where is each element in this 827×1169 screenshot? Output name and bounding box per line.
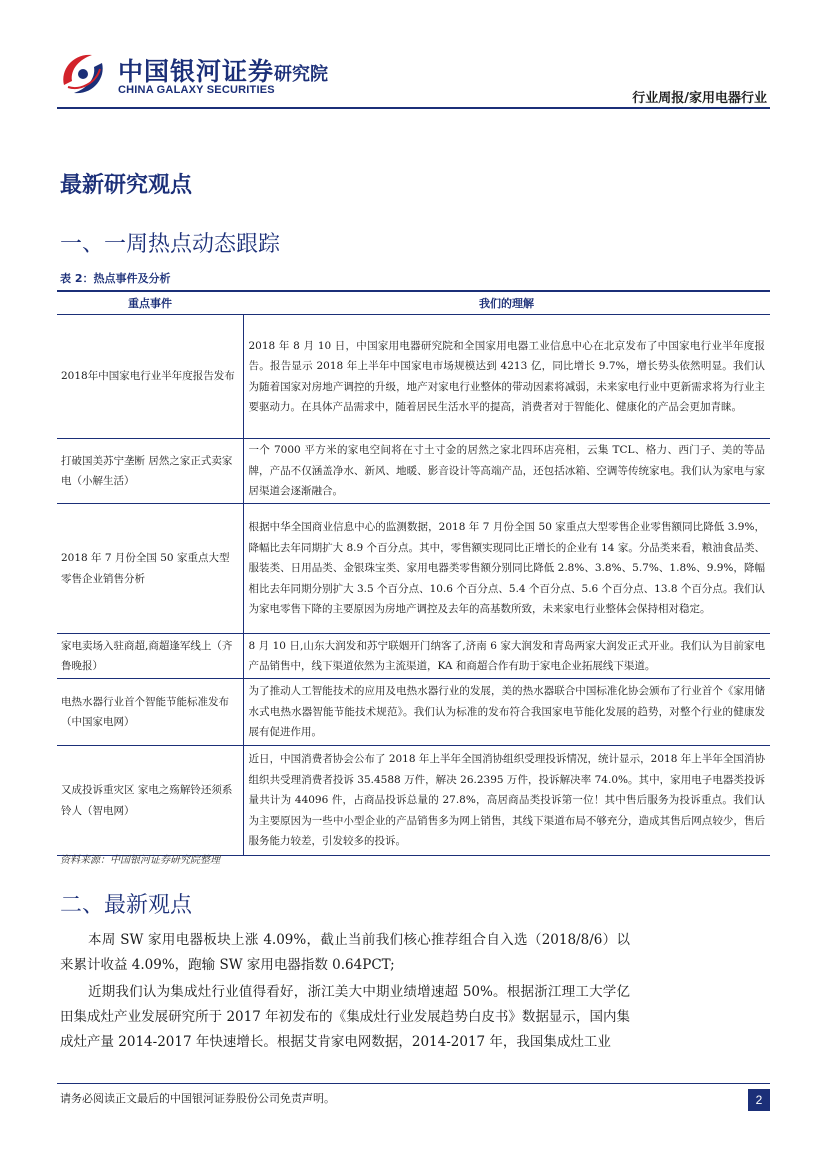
table-row bbox=[57, 634, 770, 679]
body-paragraph-1: 本周 SW 家用电器板块上涨 4.09%，截止当前我们核心推荐组合自入选（2018/8/6）以来累计收益 4.09%，跑输 SW 家用电器指数 0.64PCT; bbox=[60, 932, 630, 973]
heading-latest-views: 最新研究观点 bbox=[60, 173, 193, 198]
analysis-cell: 根据中华全国商业信息中心的监测数据，2018 年 7 月份全国 50 家重点大型零售企业零售额同比降低 3.9%，降幅比去年同期扩大 8.9 个百分点。其中，零售额实现同比正增长的企业有 14 家。分品类来看，粮油食品类、服装类、日用品类、金银珠宝类、家用电器类零售额分别同比降低 2.8%、3.8%、5.7%、1.8%、9.9%，降幅相比去年同期分别扩大 3.5 个百分点、10.6 个百分点、5.4 个百分点、5.6 个百分点、13.8 个百分点。我们认为家电零售下降的主要原因为房地产调控及去年的高基数所致，未来家电行业整体会保持相对稳定。 bbox=[243, 504, 770, 634]
table-row bbox=[57, 746, 770, 856]
analysis-cell: 8 月 10 日,山东大润发和苏宁联姻开门纳客了,济南 6 家大润发和青岛两家大润发正式开业。我们认为目前家电产品销售中，线下渠道依然为主流渠道，KA 和商超合作有助于家电企业拓展线下渠道。 bbox=[243, 634, 770, 679]
table-row bbox=[57, 679, 770, 746]
footer-divider bbox=[57, 1083, 770, 1084]
header-divider bbox=[57, 107, 770, 109]
page-header bbox=[0, 0, 827, 110]
table-caption: 表 2：热点事件及分析 bbox=[60, 272, 171, 285]
table-row bbox=[57, 315, 770, 439]
footer-disclaimer: 请务必阅读正文最后的中国银河证券股份公司免责声明。 bbox=[60, 1092, 335, 1105]
body-paragraph-2: 近期我们认为集成灶行业值得看好，浙江美大中期业绩增速超 50%。根据浙江理工大学亿田集成灶产业发展研究所于 2017 年初发布的《集成灶行业发展趋势白皮书》数据显示，国内集成灶产量 2014-2017 年快速增长。根据艾肯家电网数据，2014-2017 年，我国集成灶工业 bbox=[60, 984, 630, 1050]
logo-english-name: CHINA GALAXY SECURITIES bbox=[118, 84, 275, 96]
analysis-cell: 一个 7000 平方米的家电空间将在寸土寸金的居然之家北四环店亮相，云集 TCL、格力、西门子、美的等品牌，产品不仅涵盖净水、新风、地暖、影音设计等高端产品，还包括冰箱、空调等传统家电。我们认为家电与家居渠道会逐渐融合。 bbox=[243, 439, 770, 504]
event-cell: 又成投诉重灾区 家电之殇解铃还须系铃人（智电网） bbox=[57, 746, 243, 856]
report-type: 行业周报/家用电器行业 bbox=[632, 91, 767, 106]
table-header-row bbox=[57, 291, 770, 315]
logo-institute: 研究院 bbox=[274, 64, 328, 85]
table-source-note: 资料来源：中国银河证券研究院整理 bbox=[60, 855, 220, 866]
logo-chinese-name: 中国银河证券 bbox=[118, 57, 275, 86]
column-header-event: 重点事件 bbox=[57, 291, 243, 315]
heading-section-2: 二、最新观点 bbox=[60, 893, 193, 918]
page-number: 2 bbox=[748, 1089, 770, 1111]
analysis-cell: 2018 年 8 月 10 日，中国家用电器研究院和全国家用电器工业信息中心在北京发布了中国家电行业半年度报告。报告显示 2018 年上半年中国家电市场规模达到 4213 亿，同比增长 9.7%，增长势头依然明显。我们认为随着国家对房地产调控的升级，地产对家电行业整体的带动因素将减弱，未来家电行业中更新需求将为行业主要驱动力。在具体产品需求中，随着居民生活水平的提高，消费者对于智能化、健康化的产品会更加青睐。 bbox=[243, 315, 770, 439]
analysis-cell: 为了推动人工智能技术的应用及电热水器行业的发展，美的热水器联合中国标准化协会颁布了行业首个《家用储水式电热水器智能节能技术规范》。我们认为标准的发布符合我国家电节能化发展的趋势，对整个行业的健康发展有促进作用。 bbox=[243, 679, 770, 746]
event-cell: 打破国美苏宁垄断 居然之家正式卖家电（小解生活） bbox=[57, 439, 243, 504]
galaxy-logo-icon bbox=[56, 47, 110, 101]
heading-section-1: 一、一周热点动态跟踪 bbox=[60, 232, 281, 257]
event-cell: 家电卖场入驻商超,商超逢军线上（齐鲁晚报） bbox=[57, 634, 243, 679]
table-row bbox=[57, 504, 770, 634]
event-cell: 2018 年 7 月份全国 50 家重点大型零售企业销售分析 bbox=[57, 504, 243, 634]
analysis-cell: 近日，中国消费者协会公布了 2018 年上半年全国消协组织受理投诉情况，统计显示，2018 年上半年全国消协组织共受理消费者投诉 35.4588 万件，解决 26.2395 万件，投诉解决率 74.0%。其中，家用电子电器类投诉量共计为 44096 件，占商品投诉总量的 27.8%，高居商品类投诉第一位！其中售后服务为投诉重点。我们认为主要原因为一些中小型企业的产品销售多为网上销售，其线下渠道布局不够充分，造成其售后网点较少，售后服务能力较差，引发较多的投诉。 bbox=[243, 746, 770, 856]
table-row bbox=[57, 439, 770, 504]
hot-events-table bbox=[57, 290, 770, 856]
event-cell: 2018年中国家电行业半年度报告发布 bbox=[57, 315, 243, 439]
column-header-analysis: 我们的理解 bbox=[243, 291, 770, 315]
event-cell: 电热水器行业首个智能节能标准发布（中国家电网） bbox=[57, 679, 243, 746]
